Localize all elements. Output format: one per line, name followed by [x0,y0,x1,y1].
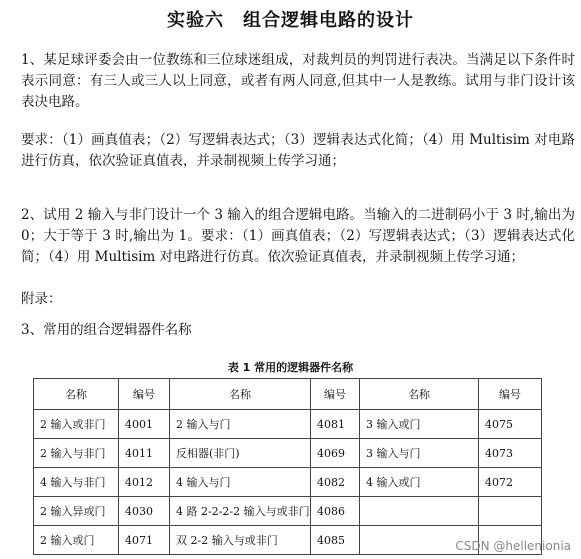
csdn-watermark: CSDN @hellenionia [455,539,571,553]
page-title: 实验六 组合逻辑电路的设计 [167,10,414,31]
cell-part-code [479,497,542,526]
cell-part-code: 4001 [119,410,170,439]
cell-part-code: 4072 [479,468,542,497]
cell-part-code: 4086 [311,497,360,526]
table-caption: 表 1 常用的逻辑器件名称 [227,361,354,374]
table-row [34,497,542,526]
cell-part-code: 4071 [119,526,170,555]
cell-part-name: 4 输入或门 [360,468,479,497]
cell-part-name: 2 输入异或门 [34,497,119,526]
cell-part-name: 3 输入与门 [360,439,479,468]
cell-part-code: 4085 [311,526,360,555]
cell-part-name: 2 输入或门 [34,526,119,555]
cell-part-code: 4011 [119,439,170,468]
cell-part-name: 4 输入与门 [170,468,311,497]
cell-part-name: 2 输入与门 [170,410,311,439]
table-header-row [34,379,542,410]
cell-part-name: 4 输入与非门 [34,468,119,497]
header-name-1: 名称 [34,379,119,410]
logic-parts-table [33,378,542,555]
cell-part-name: 反相器(非门) [170,439,311,468]
cell-part-name: 2 输入或非门 [34,410,119,439]
header-name-2: 名称 [170,379,311,410]
task-2-text: 2、试用 2 输入与非门设计一个 3 输入的组合逻辑电路。当输入的二进制码小于 3 时,输出为 0；大于等于 3 时,输出为 1。要求：（1）画真值表；（2）写逻辑表达式；（3）逻辑表达式化简；（4）用 Multisim 对电路进行仿真。依次验证真值表，并录制视频上传学习通； [21,207,575,265]
cell-part-name [360,497,479,526]
cell-part-code: 4012 [119,468,170,497]
cell-part-code: 4075 [479,410,542,439]
task-1-text: 1、某足球评委会由一位教练和三位球迷组成，对裁判员的判罚进行表决。当满足以下条件时表示同意：有三人或三人以上同意，或者有两人同意,但其中一人是教练。试用与非门设计该表决电路。 [21,52,575,110]
header-code-1: 编号 [119,379,170,410]
cell-part-code: 4081 [311,410,360,439]
cell-part-code: 4069 [311,439,360,468]
table-row [34,439,542,468]
header-code-2: 编号 [311,379,360,410]
cell-part-code: 4030 [119,497,170,526]
section-3-heading: 3、常用的组合逻辑器件名称 [21,322,192,338]
cell-part-name: 4 路 2-2-2-2 输入与或非门 [170,497,311,526]
requirement-1-text: 要求：（1）画真值表；（2）写逻辑表达式；（3）逻辑表达式化简；（4）用 Multisim 对电路进行仿真，依次验证真值表，并录制视频上传学习通； [21,132,575,169]
cell-part-code: 4073 [479,439,542,468]
header-code-3: 编号 [479,379,542,410]
cell-part-code: 4082 [311,468,360,497]
table-row [34,468,542,497]
header-name-3: 名称 [360,379,479,410]
table-row [34,410,542,439]
cell-part-name: 2 输入与非门 [34,439,119,468]
cell-part-name: 3 输入或门 [360,410,479,439]
appendix-label: 附录： [21,291,62,307]
cell-part-name: 双 2-2 输入与或非门 [170,526,311,555]
